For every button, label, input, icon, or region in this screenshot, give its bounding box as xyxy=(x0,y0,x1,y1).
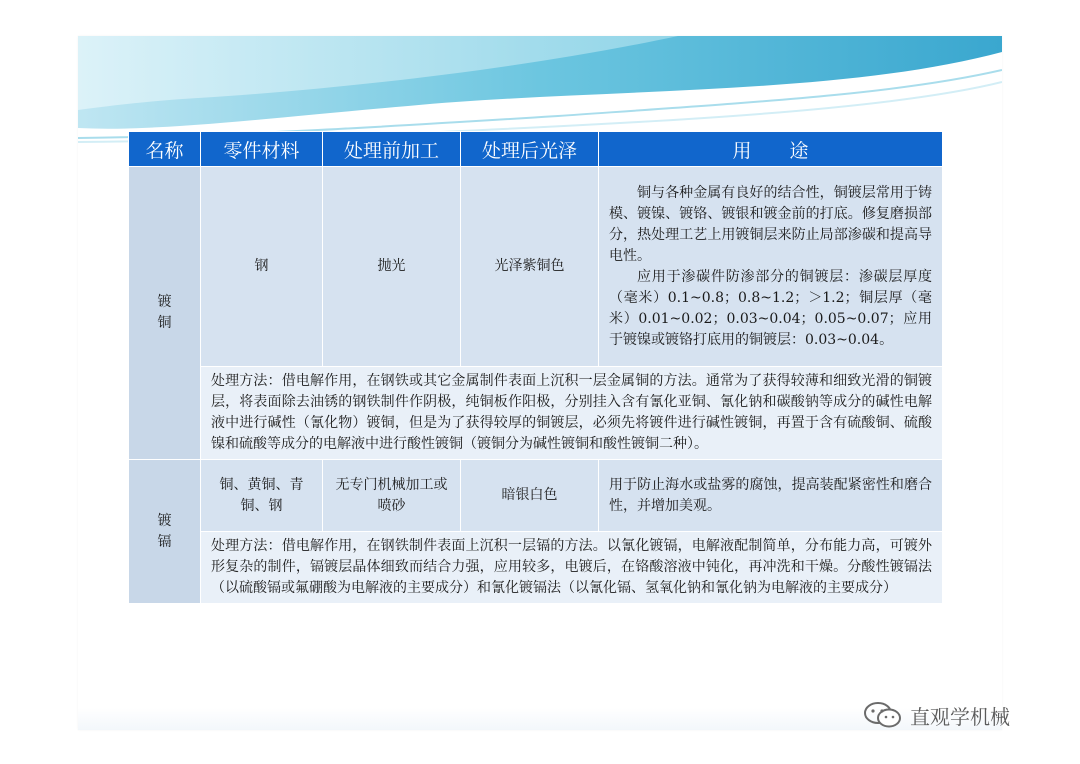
cadmium-method: 处理方法：借电解作用，在钢铁制件表面上沉积一层镉的方法。以氰化镀镉，电解液配制简单，分布能力高，可镀外形复杂的制件，镉镀层晶体细致而结合力强，应用较多，电镀后，在铬酸溶液中钝化，再冲洗和干燥。分酸性镀镉法（以硫酸镉或氟硼酸为电解液的主要成分）和氰化镀镉法（以氰化镉、氢氧化钠和氰化钠为电解液的主要成分） xyxy=(201,532,943,604)
header-pre-process: 处理前加工 xyxy=(323,132,461,167)
header-material: 零件材料 xyxy=(201,132,323,167)
copper-material: 钢 xyxy=(201,167,323,367)
plating-table xyxy=(128,131,943,604)
header-name: 名称 xyxy=(129,132,201,167)
table-header-row xyxy=(129,132,943,167)
table-row-copper xyxy=(129,167,943,367)
copper-usage-paragraph-2: 应用于渗碳件防渗部分的铜镀层：渗碳层厚度（毫米）0.1~0.8；0.8~1.2；＞1.2；铜层厚（毫米）0.01~0.02；0.03~0.04；0.05~0.07；应用于镀镍或镀铬打底用的铜镀层：0.03~0.04。 xyxy=(609,268,932,348)
cadmium-name: 镀镉 xyxy=(129,460,201,604)
cadmium-usage: 用于防止海水或盐雾的腐蚀，提高装配紧密性和磨合性，并增加美观。 xyxy=(599,460,943,532)
table-row-cadmium-method xyxy=(129,532,943,604)
copper-usage xyxy=(599,167,943,367)
wechat-icon xyxy=(862,700,904,730)
copper-gloss: 光泽紫铜色 xyxy=(461,167,599,367)
copper-method: 处理方法：借电解作用，在钢铁或其它金属制件表面上沉积一层金属铜的方法。通常为了获得较薄和细致光滑的铜镀层，将表面除去油锈的钢铁制件作阴极，纯铜板作阳极，分别挂入含有氰化亚铜、氰化钠和碳酸钠等成分的碱性电解液中进行碱性（氰化物）镀铜，但是为了获得较厚的铜镀层，必须先将镀件进行碱性镀铜，再置于含有硫酸铜、硫酸镍和硫酸等成分的电解液中进行酸性镀铜（镀铜分为碱性镀铜和酸性镀铜二种）。 xyxy=(201,367,943,460)
cadmium-material: 铜、黄铜、青铜、钢 xyxy=(201,460,323,532)
header-gloss: 处理后光泽 xyxy=(461,132,599,167)
header-usage: 用 途 xyxy=(599,132,943,167)
copper-usage-paragraph-1: 铜与各种金属有良好的结合性，铜镀层常用于铸模、镀镍、镀铬、镀银和镀金前的打底。修复磨损部分，热处理工艺上用镀铜层来防止局部渗碳和提高导电性。 xyxy=(609,184,932,264)
copper-name: 镀铜 xyxy=(129,167,201,460)
wave-header-decoration xyxy=(78,36,1002,146)
watermark-text: 直观学机械 xyxy=(910,704,1010,729)
cadmium-gloss: 暗银白色 xyxy=(461,460,599,532)
table-row-cadmium xyxy=(129,460,943,532)
cadmium-pre-process: 无专门机械加工或喷砂 xyxy=(323,460,461,532)
watermark xyxy=(862,700,1010,730)
table-row-copper-method xyxy=(129,367,943,460)
copper-pre-process: 抛光 xyxy=(323,167,461,367)
